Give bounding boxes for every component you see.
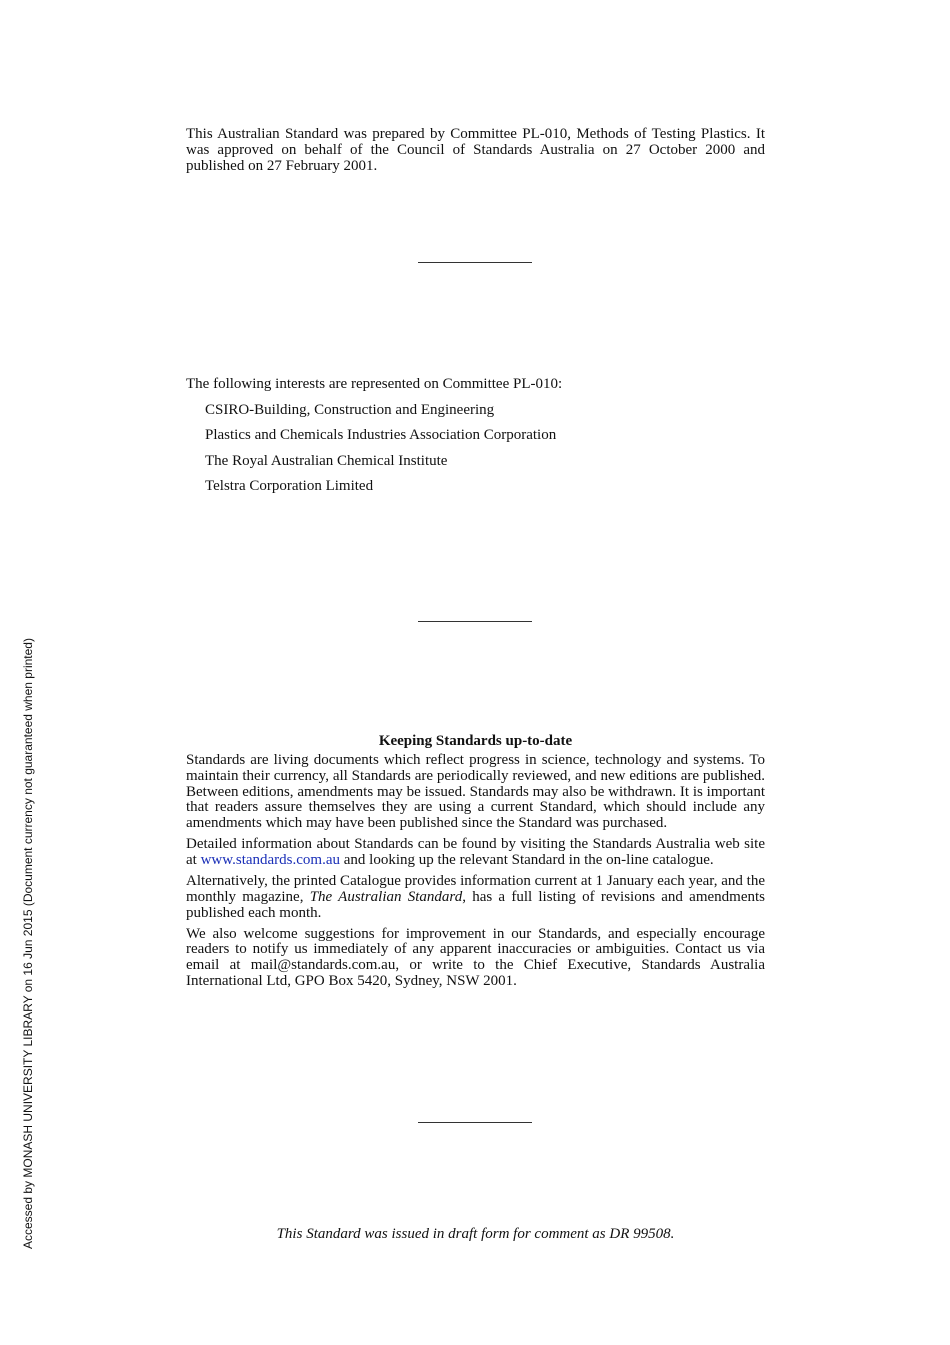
paragraph-web-site	[186, 837, 765, 869]
divider	[418, 1122, 532, 1123]
draft-note: This Standard was issued in draft form for comment as DR 99508.	[276, 1226, 675, 1242]
text-span: and looking up the relevant Standard in the on-line catalogue.	[340, 851, 714, 868]
paragraph-suggestions: We also welcome suggestions for improvement in our Standards, and especially encourage readers to notify us immediately of any apparent inaccuracies or ambiguities. Contact us via email at mail@standards.com.au, or write to the Chief Executive, Standards Australia International Ltd, GPO Box 5420, Sydney, NSW 2001.	[186, 925, 765, 989]
interest-item: Telstra Corporation Limited	[205, 478, 374, 494]
approval-text: This Australian Standard was prepared by Committee PL-010, Methods of Testing Plastics. It was approved on behalf of the Council of Standards Australia on 27 October 2000 and published on 27 February 2001.	[186, 126, 765, 174]
divider	[418, 621, 532, 622]
text-span: , has a full listing of revisions and amendments published each month.	[186, 888, 765, 921]
approval-statement	[186, 127, 765, 174]
paragraph-catalogue	[186, 874, 765, 921]
interests-list	[186, 402, 765, 495]
committee-interests	[186, 376, 765, 504]
interest-item: CSIRO-Building, Construction and Engineering	[205, 401, 495, 418]
magazine-title: The Australian Standard	[309, 888, 463, 905]
text-span: Alternatively, the printed Catalogue provides information current at 1 January each year, and the monthly magazine,	[186, 872, 765, 905]
standards-website-link[interactable]: www.standards.com.au	[200, 851, 340, 868]
keeping-standards-section	[186, 733, 765, 995]
interest-item: The Royal Australian Chemical Institute	[205, 452, 448, 469]
divider	[418, 262, 532, 263]
interest-item: Plastics and Chemicals Industries Association Corporation	[205, 427, 557, 443]
interests-intro: The following interests are represented on Committee PL-010:	[186, 376, 563, 392]
paragraph-living-documents: Standards are living documents which reflect progress in science, technology and systems. To maintain their currency, all Standards are periodically reviewed, and new editions are published. Between editions, amendments may be issued. Standards may also be withdrawn. It is important that readers assure themselves they are using a current Standard, which should include any amendments which may have been published since the Standard was purchased.	[186, 752, 765, 832]
access-watermark: Accessed by MONASH UNIVERSITY LIBRARY on 16 Jun 2015 (Document currency not guaranteed when printed)	[21, 638, 35, 1249]
section-heading: Keeping Standards up-to-date	[378, 733, 573, 749]
text-span: Detailed information about Standards can be found by visiting the Standards Australia web site at	[186, 836, 765, 868]
